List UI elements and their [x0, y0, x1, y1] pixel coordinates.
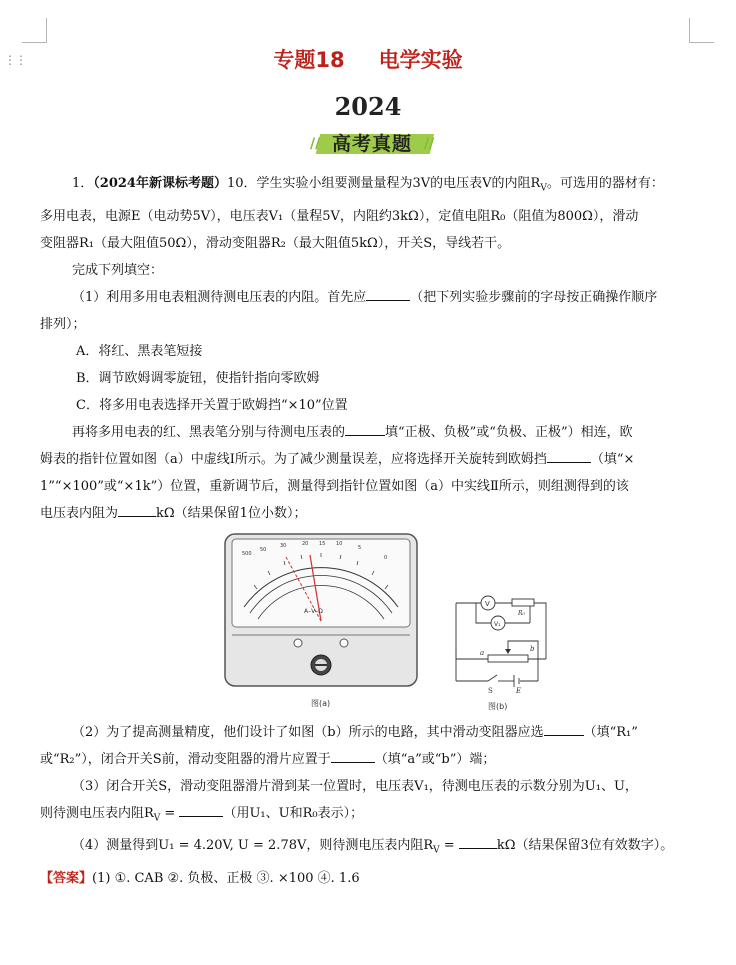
page-title — [0, 44, 736, 74]
figure-a-caption: 图(a) — [311, 698, 331, 708]
complete-instruction: 完成下列填空： — [72, 262, 164, 278]
battery-e-label: E — [516, 686, 522, 695]
svg-text:5: 5 — [358, 544, 362, 551]
drag-handle-icon[interactable]: ⋮⋮ — [4, 53, 26, 67]
svg-text:30: 30 — [280, 542, 287, 549]
multimeter-figure — [224, 533, 418, 711]
rheostat-end-b-label: b — [530, 644, 535, 653]
part1-continued-4: 电压表内阻为 kΩ（结果保留1位小数）； — [40, 500, 698, 527]
part1-continued-1: 再将多用电表的红、黑表笔分别与待测电压表的 填“正极、负极”或“负极、正极”）相连，欧 — [40, 419, 698, 446]
banner-label: 高考真题 — [332, 133, 413, 155]
svg-text:0: 0 — [384, 554, 388, 561]
question-line-1: 1．（2024年新课标考题）10．学生实验小组要测量量程为3V的电压表V的内阻$R_V$。可选用的器材有： — [72, 176, 664, 194]
circuit-figure — [450, 589, 556, 713]
svg-text:15: 15 — [319, 540, 326, 547]
resistor-r0-label: R₀ — [518, 609, 525, 617]
voltmeter-v1-label: V₁ — [494, 620, 501, 628]
answer-blank-4[interactable] — [118, 502, 156, 517]
svg-text:10: 10 — [336, 540, 343, 547]
part3-line-2: 则待测电压表内阻$R_V$ = （用U₁、U和R₀表示）； — [40, 800, 698, 833]
answer-blank-6[interactable] — [331, 748, 375, 763]
answer-tag: 【答案】 — [40, 870, 93, 886]
year-heading: 2024 — [334, 92, 402, 121]
multimeter-dial-label: A–V–Ω — [304, 607, 323, 615]
svg-text:50: 50 — [260, 546, 267, 553]
rheostat-end-a-label: a — [480, 648, 485, 657]
option-a: A．将红、黑表笔短接 — [76, 343, 203, 359]
part1-line-2: 排列）； — [40, 316, 86, 332]
part1-continued-3: 1”“×100”或“×1k”）位置，重新调节后，测量得到指针位置如图（a）中实线Ⅱ所示，则组测得到的该 — [40, 478, 629, 494]
page-corner-top-left — [22, 18, 47, 43]
figures-row — [40, 533, 698, 715]
answer-blank-2[interactable] — [345, 421, 385, 436]
question-line-3: 变阻器R₁（最大阻值50Ω），滑动变阻器R₂（最大阻值5kΩ），开关S，导线若干。 — [40, 235, 511, 251]
part1-continued-2: 姆表的指针位置如图（a）中虚线Ⅰ所示。为了减少测量误差，应将选择开关旋转到欧姆挡 （填“× — [40, 446, 698, 473]
page-corner-top-right — [689, 18, 714, 43]
part4-line: （4）测量得到U₁ = 4.20V, U = 2.78V，则待测电压表内阻$R_V = k\Omega$（结果保留3位有效数字）。 — [40, 832, 698, 865]
answer-blank-7[interactable] — [179, 802, 223, 817]
answer-line — [40, 865, 698, 892]
question-source: （2024年新课标考题） — [93, 176, 227, 191]
title-topic-number: 专题18 — [273, 48, 345, 72]
option-b: B．调节欧姆调零旋钮，使指针指向零欧姆 — [76, 370, 320, 386]
answer-blank-3[interactable] — [547, 448, 591, 463]
title-topic-name: 电学实验 — [378, 48, 463, 72]
svg-text:20: 20 — [302, 540, 309, 547]
answer-text: (1) ①. CAB ②. 负极、正极 ③. ×100 ④. 1.6 — [92, 870, 360, 886]
part3-line-1: （3）闭合开关S，滑动变阻器滑片滑到某一位置时，电压表V₁，待测电压表的示数分别为U₁、U， — [72, 778, 638, 794]
answer-blank-5[interactable] — [544, 721, 584, 736]
part2-line-1: （2）为了提高测量精度，他们设计了如图（b）所示的电路，其中滑动变阻器应选 （填“R₁” — [40, 719, 698, 746]
answer-blank-1[interactable] — [366, 286, 410, 301]
question-line-2: 多用电表，电源E（电动势5V），电压表V₁（量程5V，内阻约3kΩ），定值电阻R₀（阻值为800Ω），滑动 — [40, 208, 639, 224]
figure-b-caption: 图(b) — [488, 701, 508, 711]
part1-line: （1）利用多用电表粗测待测电压表的内阻。首先应 （把下列实验步骤前的字母按正确操作顺序 — [40, 284, 698, 311]
svg-text:500: 500 — [242, 550, 252, 557]
exam-banner: // // 高考真题 — [310, 128, 432, 154]
part2-line-2: 或“R₂”），闭合开关S前，滑动变阻器的滑片应置于 （填“a”或“b”）端； — [40, 746, 698, 773]
option-c: C．将多用电表选择开关置于欧姆挡“×10”位置 — [76, 397, 348, 413]
voltmeter-v-label: V — [485, 599, 490, 608]
answer-blank-8[interactable] — [459, 834, 497, 849]
question-body — [40, 170, 698, 892]
switch-s-label: S — [488, 686, 493, 695]
